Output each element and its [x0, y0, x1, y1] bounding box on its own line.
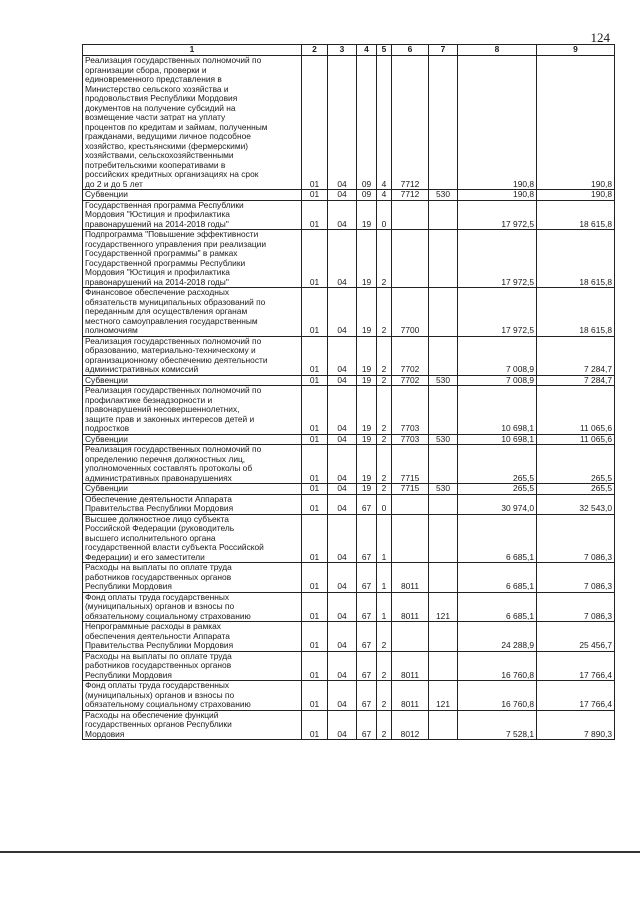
cell-section: 01: [302, 288, 328, 337]
cell-expense-type: 121: [429, 681, 458, 711]
cell-article: [392, 494, 429, 514]
cell-section: 01: [302, 494, 328, 514]
cell-article: 7702: [392, 336, 429, 375]
row-description: Фонд оплаты труда государственных (муниципальных) органов и взносы по обязательному социальному страхованию: [83, 681, 302, 711]
table-row: [83, 681, 615, 711]
cell-amount-2016: 24 288,9: [458, 622, 537, 652]
cell-subsection: 04: [328, 200, 357, 230]
cell-program: 67: [357, 622, 377, 652]
cell-article: 7715: [392, 445, 429, 484]
column-header: 7: [429, 45, 458, 56]
cell-program: 19: [357, 434, 377, 445]
cell-article: 7702: [392, 375, 429, 386]
cell-section: 01: [302, 386, 328, 435]
cell-amount-2017: 25 456,7: [537, 622, 615, 652]
cell-subprogram: 1: [377, 563, 392, 593]
cell-amount-2017: 190,8: [537, 56, 615, 190]
table-header-row: [83, 45, 615, 56]
cell-subsection: 04: [328, 56, 357, 190]
cell-program: 67: [357, 494, 377, 514]
cell-amount-2016: 17 972,5: [458, 230, 537, 288]
cell-article: 8012: [392, 710, 429, 740]
column-header: 6: [392, 45, 429, 56]
cell-section: 01: [302, 445, 328, 484]
table-row: [83, 651, 615, 681]
cell-amount-2016: 16 760,8: [458, 681, 537, 711]
table-row: [83, 288, 615, 337]
cell-article: 8011: [392, 563, 429, 593]
row-description: Расходы на обеспечение функций государственных органов Республики Мордовия: [83, 710, 302, 740]
cell-amount-2016: 7 528,1: [458, 710, 537, 740]
column-header: 1: [83, 45, 302, 56]
cell-section: 01: [302, 375, 328, 386]
cell-subprogram: 4: [377, 56, 392, 190]
cell-program: 19: [357, 445, 377, 484]
cell-subprogram: 2: [377, 651, 392, 681]
cell-subprogram: 2: [377, 288, 392, 337]
cell-section: 01: [302, 681, 328, 711]
cell-section: 01: [302, 336, 328, 375]
cell-program: 19: [357, 230, 377, 288]
cell-program: 67: [357, 710, 377, 740]
cell-amount-2017: 7 284,7: [537, 336, 615, 375]
table-row: [83, 434, 615, 445]
cell-program: 09: [357, 56, 377, 190]
cell-program: 09: [357, 190, 377, 201]
cell-subprogram: 2: [377, 434, 392, 445]
cell-amount-2016: 265,5: [458, 484, 537, 495]
cell-section: 01: [302, 56, 328, 190]
cell-program: 67: [357, 651, 377, 681]
cell-amount-2016: 7 008,9: [458, 336, 537, 375]
table-row: [83, 484, 615, 495]
cell-amount-2017: 7 284,7: [537, 375, 615, 386]
cell-subsection: 04: [328, 375, 357, 386]
cell-amount-2016: 6 685,1: [458, 592, 537, 622]
cell-expense-type: 530: [429, 375, 458, 386]
cell-subsection: 04: [328, 230, 357, 288]
row-description: Реализация государственных полномочий по определению перечня должностных лиц, уполномоченных составлять протоколы об административных правонарушениях: [83, 445, 302, 484]
row-description: Реализация государственных полномочий по организации сбора, проверки и единовременного представления в Министерство сельского хозяйства и продовольствия Республики Мордовия документов на получение субсидий на возмещение части затрат на уплату процентов по кредитам и займам, полученным гражданами, ведущими личное подсобное хозяйство, крестьянскими (фермерскими) хозяйствами, сельскохозяйственными потребительскими кооперативами в российских кредитных организациях на срок до 2 и до 5 лет: [83, 56, 302, 190]
cell-amount-2016: 6 685,1: [458, 563, 537, 593]
cell-article: 8011: [392, 651, 429, 681]
cell-program: 19: [357, 288, 377, 337]
table-row: [83, 622, 615, 652]
column-header: 3: [328, 45, 357, 56]
cell-article: [392, 514, 429, 563]
cell-article: 8011: [392, 592, 429, 622]
row-description: Субвенции: [83, 434, 302, 445]
table-row: [83, 710, 615, 740]
column-header: 5: [377, 45, 392, 56]
cell-article: 7712: [392, 190, 429, 201]
cell-amount-2016: 17 972,5: [458, 288, 537, 337]
cell-amount-2016: 16 760,8: [458, 651, 537, 681]
cell-amount-2016: 17 972,5: [458, 200, 537, 230]
row-description: Подпрограмма "Повышение эффективности государственного управления при реализации Государственной программы" в рамках Государственной программы Республики Мордовия "Юстиция и профилактика правонарушений на 2014-2018 годы": [83, 230, 302, 288]
cell-subprogram: 2: [377, 622, 392, 652]
cell-section: 01: [302, 622, 328, 652]
cell-subsection: 04: [328, 514, 357, 563]
cell-subprogram: 2: [377, 230, 392, 288]
cell-article: [392, 200, 429, 230]
table-row: [83, 230, 615, 288]
row-description: Финансовое обеспечение расходных обязательств муниципальных образований по переданным для осуществления органам местного самоуправления государственным полномочиям: [83, 288, 302, 337]
cell-expense-type: [429, 56, 458, 190]
table-row: [83, 445, 615, 484]
cell-amount-2017: 17 766,4: [537, 681, 615, 711]
cell-subprogram: 2: [377, 710, 392, 740]
page-number: 124: [590, 30, 610, 45]
cell-amount-2017: 7 086,3: [537, 592, 615, 622]
cell-expense-type: [429, 230, 458, 288]
table-row: [83, 56, 615, 190]
column-header: 9: [537, 45, 615, 56]
cell-subsection: 04: [328, 563, 357, 593]
cell-program: 19: [357, 386, 377, 435]
cell-expense-type: 530: [429, 434, 458, 445]
cell-subsection: 04: [328, 484, 357, 495]
cell-expense-type: [429, 386, 458, 435]
row-description: Фонд оплаты труда государственных (муниципальных) органов и взносы по обязательному социальному страхованию: [83, 592, 302, 622]
cell-amount-2016: 7 008,9: [458, 375, 537, 386]
cell-subprogram: 4: [377, 190, 392, 201]
cell-expense-type: [429, 494, 458, 514]
table-row: [83, 563, 615, 593]
cell-program: 67: [357, 514, 377, 563]
column-header: 4: [357, 45, 377, 56]
table-row: [83, 514, 615, 563]
row-description: Реализация государственных полномочий по профилактике безнадзорности и правонарушений несовершеннолетних, защите прав и законных интересов детей и подростков: [83, 386, 302, 435]
cell-expense-type: [429, 514, 458, 563]
cell-section: 01: [302, 651, 328, 681]
cell-expense-type: [429, 710, 458, 740]
table-row: [83, 336, 615, 375]
cell-subprogram: 0: [377, 494, 392, 514]
cell-amount-2017: 7 086,3: [537, 514, 615, 563]
footer-rule: [0, 851, 640, 853]
cell-expense-type: [429, 563, 458, 593]
cell-subsection: 04: [328, 336, 357, 375]
cell-amount-2017: 190,8: [537, 190, 615, 201]
cell-program: 19: [357, 484, 377, 495]
cell-subprogram: 2: [377, 375, 392, 386]
cell-expense-type: [429, 651, 458, 681]
cell-expense-type: [429, 445, 458, 484]
table-row: [83, 592, 615, 622]
cell-subsection: 04: [328, 651, 357, 681]
cell-subsection: 04: [328, 386, 357, 435]
cell-amount-2017: 7 890,3: [537, 710, 615, 740]
cell-section: 01: [302, 434, 328, 445]
cell-article: 7700: [392, 288, 429, 337]
cell-section: 01: [302, 514, 328, 563]
cell-subsection: 04: [328, 710, 357, 740]
cell-expense-type: [429, 200, 458, 230]
row-description: Субвенции: [83, 375, 302, 386]
cell-subsection: 04: [328, 288, 357, 337]
cell-subprogram: 2: [377, 445, 392, 484]
cell-article: 8011: [392, 681, 429, 711]
cell-program: 67: [357, 563, 377, 593]
cell-amount-2017: 7 086,3: [537, 563, 615, 593]
cell-section: 01: [302, 230, 328, 288]
cell-amount-2017: 18 615,8: [537, 230, 615, 288]
cell-article: 7715: [392, 484, 429, 495]
cell-expense-type: [429, 336, 458, 375]
cell-program: 19: [357, 200, 377, 230]
cell-program: 67: [357, 592, 377, 622]
cell-amount-2017: 17 766,4: [537, 651, 615, 681]
cell-expense-type: [429, 288, 458, 337]
cell-expense-type: 121: [429, 592, 458, 622]
cell-amount-2016: 190,8: [458, 56, 537, 190]
cell-amount-2017: 11 065,6: [537, 386, 615, 435]
cell-amount-2016: 30 974,0: [458, 494, 537, 514]
cell-subprogram: 1: [377, 592, 392, 622]
row-description: Расходы на выплаты по оплате труда работников государственных органов Республики Мордовия: [83, 563, 302, 593]
cell-section: 01: [302, 592, 328, 622]
cell-subprogram: 0: [377, 200, 392, 230]
row-description: Непрограммные расходы в рамках обеспечения деятельности Аппарата Правительства Республики Мордовия: [83, 622, 302, 652]
cell-subprogram: 1: [377, 514, 392, 563]
row-description: Субвенции: [83, 484, 302, 495]
cell-amount-2017: 18 615,8: [537, 200, 615, 230]
column-header: 2: [302, 45, 328, 56]
row-description: Реализация государственных полномочий по образованию, материально-техническому и организационному обеспечению деятельности административных комиссий: [83, 336, 302, 375]
row-description: Обеспечение деятельности Аппарата Правительства Республики Мордовия: [83, 494, 302, 514]
cell-expense-type: 530: [429, 190, 458, 201]
cell-article: 7712: [392, 56, 429, 190]
table-row: [83, 200, 615, 230]
cell-section: 01: [302, 484, 328, 495]
cell-article: [392, 230, 429, 288]
cell-subsection: 04: [328, 681, 357, 711]
table-row: [83, 375, 615, 386]
column-header: 8: [458, 45, 537, 56]
cell-program: 67: [357, 681, 377, 711]
row-description: Государственная программа Республики Мордовия "Юстиция и профилактика правонарушений на 2014-2018 годы": [83, 200, 302, 230]
cell-amount-2016: 190,8: [458, 190, 537, 201]
cell-program: 19: [357, 336, 377, 375]
row-description: Субвенции: [83, 190, 302, 201]
cell-subsection: 04: [328, 190, 357, 201]
table-row: [83, 494, 615, 514]
cell-amount-2016: 10 698,1: [458, 434, 537, 445]
cell-amount-2017: 265,5: [537, 445, 615, 484]
cell-subprogram: 2: [377, 484, 392, 495]
cell-amount-2017: 11 065,6: [537, 434, 615, 445]
table-row: [83, 386, 615, 435]
cell-subprogram: 2: [377, 386, 392, 435]
cell-section: 01: [302, 200, 328, 230]
cell-amount-2016: 10 698,1: [458, 386, 537, 435]
row-description: Расходы на выплаты по оплате труда работников государственных органов Республики Мордовия: [83, 651, 302, 681]
cell-expense-type: 530: [429, 484, 458, 495]
cell-subsection: 04: [328, 622, 357, 652]
cell-article: 7703: [392, 386, 429, 435]
cell-amount-2017: 18 615,8: [537, 288, 615, 337]
cell-subsection: 04: [328, 434, 357, 445]
cell-amount-2016: 265,5: [458, 445, 537, 484]
table-row: [83, 190, 615, 201]
budget-table: [82, 44, 615, 740]
cell-section: 01: [302, 190, 328, 201]
cell-section: 01: [302, 563, 328, 593]
cell-amount-2016: 6 685,1: [458, 514, 537, 563]
cell-subsection: 04: [328, 445, 357, 484]
cell-article: [392, 622, 429, 652]
cell-program: 19: [357, 375, 377, 386]
cell-subprogram: 2: [377, 681, 392, 711]
cell-amount-2017: 32 543,0: [537, 494, 615, 514]
cell-article: 7703: [392, 434, 429, 445]
cell-amount-2017: 265,5: [537, 484, 615, 495]
cell-section: 01: [302, 710, 328, 740]
row-description: Высшее должностное лицо субъекта Российской Федерации (руководитель высшего исполнительного органа государственной власти субъекта Российской Федерации) и его заместители: [83, 514, 302, 563]
cell-subsection: 04: [328, 494, 357, 514]
cell-subsection: 04: [328, 592, 357, 622]
cell-subprogram: 2: [377, 336, 392, 375]
cell-expense-type: [429, 622, 458, 652]
